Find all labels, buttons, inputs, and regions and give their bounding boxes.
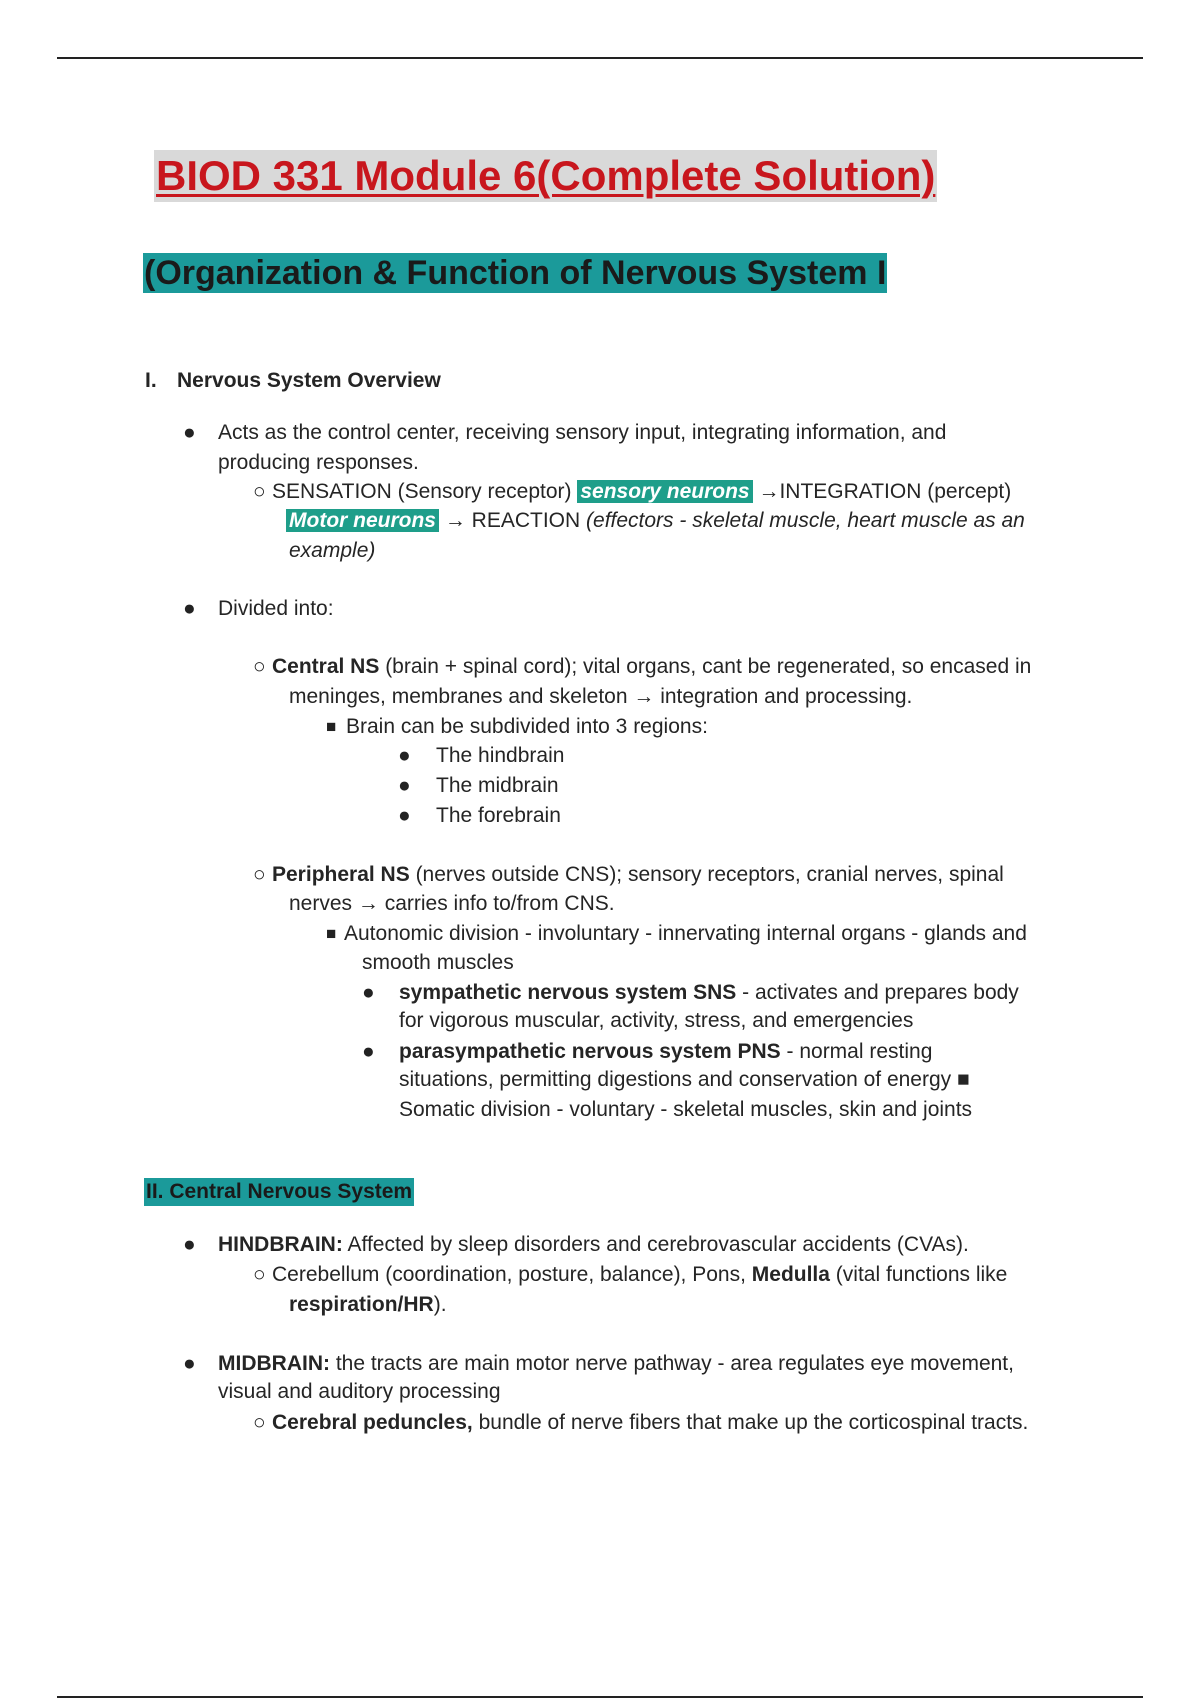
- bullet-glyph: ●: [183, 597, 196, 620]
- hindbrain-term: HINDBRAIN:: [218, 1233, 343, 1256]
- circle-glyph: ○: [253, 1411, 266, 1434]
- midbrain-desc: the tracts are main motor nerve pathway - area regulates eye movement,: [329, 1352, 1014, 1375]
- sns-line-2: for vigorous muscular, activity, stress, and emergencies: [399, 1009, 914, 1032]
- document-subtitle: (Organization & Function of Nervous System I: [144, 254, 887, 292]
- circle-glyph: ○: [253, 655, 266, 678]
- medulla-desc: (vital functions like: [829, 1263, 1008, 1286]
- sensory-neurons-highlight: sensory neurons: [577, 480, 752, 503]
- effectors-text: (effectors - skeletal muscle, heart muscle as an: [586, 509, 1025, 532]
- bullet-glyph: ●: [183, 1352, 196, 1375]
- cerebral-peduncles-line: [272, 1408, 1028, 1437]
- cerebral-peduncles-desc: bundle of nerve fibers that make up the corticospinal tracts.: [472, 1411, 1029, 1434]
- bottom-rule: [57, 1696, 1143, 1698]
- bullet-glyph: ●: [398, 804, 411, 827]
- sensation-text: SENSATION (Sensory receptor): [272, 480, 578, 503]
- autonomic-line-1: Autonomic division - involuntary - innervating internal organs - glands and: [344, 922, 1027, 945]
- region-item: The midbrain: [436, 774, 559, 797]
- hindbrain-desc: Affected by sleep disorders and cerebrovascular accidents (CVAs).: [342, 1233, 969, 1256]
- circle-glyph: ○: [253, 1263, 266, 1286]
- section-2-heading: II. Central Nervous System: [144, 1178, 414, 1206]
- central-ns-line-1: [272, 652, 1031, 681]
- effectors-line-2: example): [289, 539, 376, 562]
- sensation-line: [272, 477, 1011, 506]
- pns-desc: - normal resting: [780, 1040, 933, 1063]
- region-item: The hindbrain: [436, 744, 565, 767]
- bullet-glyph: ●: [398, 744, 411, 767]
- square-glyph: ■: [326, 717, 337, 736]
- hindbrain-line: [218, 1230, 969, 1259]
- pns-line-2: situations, permitting digestions and conservation of energy ■: [399, 1068, 970, 1091]
- peripheral-ns-line-1: [272, 860, 1004, 889]
- bullet-glyph: ●: [183, 1233, 196, 1256]
- brain-regions-text: Brain can be subdivided into 3 regions:: [346, 715, 708, 738]
- bullet-glyph: ●: [362, 981, 375, 1004]
- divided-into-label: Divided into:: [218, 597, 334, 620]
- respiration-close: ).: [433, 1293, 447, 1316]
- central-ns-desc: (brain + spinal cord); vital organs, cant be regenerated, so encased in: [379, 655, 1032, 678]
- autonomic-line-2: smooth muscles: [362, 951, 514, 974]
- peripheral-ns-desc: (nerves outside CNS); sensory receptors, cranial nerves, spinal: [409, 863, 1004, 886]
- section-1-number: I.: [145, 369, 157, 392]
- midbrain-line-1: [218, 1349, 1014, 1378]
- overview-line-1: Acts as the control center, receiving sensory input, integrating information, and: [218, 421, 947, 444]
- peripheral-ns-line-2: nerves → carries info to/from CNS.: [289, 892, 615, 915]
- integration-text: →INTEGRATION (percept): [752, 480, 1012, 503]
- reaction-text: → REACTION: [439, 509, 587, 532]
- central-ns-line-2: meninges, membranes and skeleton → integration and processing.: [289, 685, 913, 708]
- sns-desc: - activates and prepares body: [736, 981, 1019, 1004]
- midbrain-line-2: visual and auditory processing: [218, 1380, 501, 1403]
- cerebral-peduncles-term: Cerebral peduncles,: [272, 1411, 473, 1434]
- motor-neurons-highlight: Motor neurons: [286, 509, 439, 532]
- pns-line-1: [399, 1037, 932, 1066]
- circle-glyph: ○: [253, 480, 266, 503]
- section-1-heading: Nervous System Overview: [177, 369, 441, 392]
- overview-line-2: producing responses.: [218, 451, 419, 474]
- cerebellum-line-1: [272, 1260, 1007, 1289]
- bullet-glyph: ●: [362, 1040, 375, 1063]
- square-glyph: ■: [326, 924, 337, 943]
- top-rule: [57, 57, 1143, 59]
- peripheral-ns-term: Peripheral NS: [272, 863, 410, 886]
- bullet-glyph: ●: [398, 774, 411, 797]
- cerebellum-line-2: [289, 1290, 447, 1319]
- circle-glyph: ○: [253, 863, 266, 886]
- central-ns-term: Central NS: [272, 655, 380, 678]
- sns-term: sympathetic nervous system SNS: [399, 981, 737, 1004]
- midbrain-term: MIDBRAIN:: [218, 1352, 330, 1375]
- bullet-glyph: ●: [183, 421, 196, 444]
- somatic-line: Somatic division - voluntary - skeletal muscles, skin and joints: [399, 1098, 973, 1121]
- region-item: The forebrain: [436, 804, 561, 827]
- reaction-line: [286, 506, 1025, 535]
- medulla-term: Medulla: [751, 1263, 830, 1286]
- pns-term: parasympathetic nervous system PNS: [399, 1040, 781, 1063]
- respiration-term: respiration/HR: [289, 1293, 434, 1316]
- cerebellum-text: Cerebellum (coordination, posture, balance), Pons,: [272, 1263, 752, 1286]
- document-title: BIOD 331 Module 6(Complete Solution): [154, 150, 937, 202]
- sns-line-1: [399, 978, 1019, 1007]
